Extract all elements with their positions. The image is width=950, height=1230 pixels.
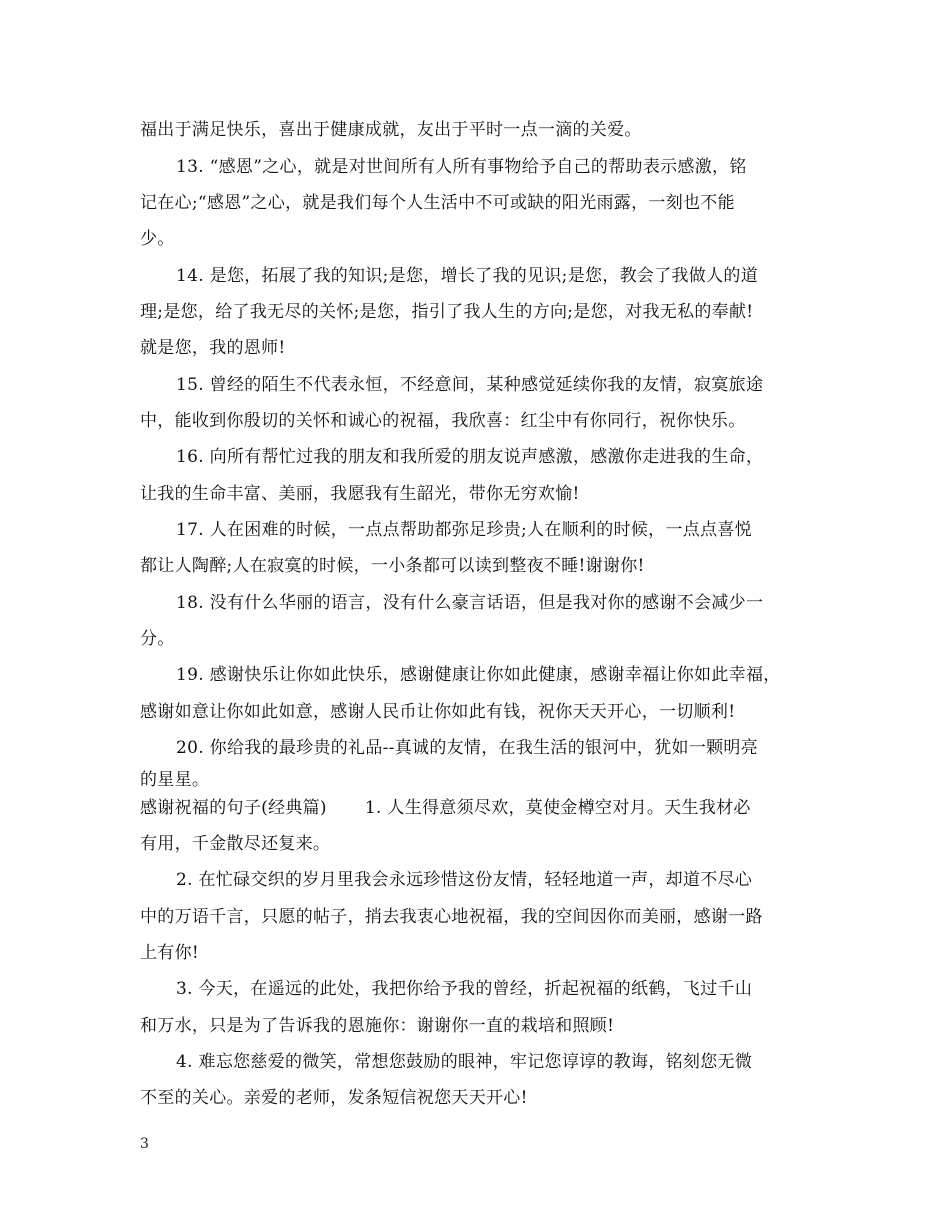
text-segment: 1. 人生得意须尽欢，莫使金樽空对月。天生我材必	[364, 798, 751, 818]
text-line: 19. 感谢快乐让你如此快乐，感谢健康让你如此健康，感谢幸福让你如此幸福，	[176, 665, 781, 685]
text-line: 18. 没有什么华丽的语言，没有什么豪言话语，但是我对你的感谢不会减少一	[176, 593, 764, 613]
text-line: 感谢如意让你如此如意，感谢人民币让你如此有钱，祝你天天开心，一切顺利!	[140, 702, 736, 722]
text-line: 中，能收到你殷切的关怀和诚心的祝福，我欣喜：红尘中有你同行，祝你快乐。	[140, 411, 746, 431]
text-line: 4. 难忘您慈爱的微笑，常想您鼓励的眼神，牢记您谆谆的教诲，铭刻您无微	[176, 1052, 753, 1072]
section-title: 感谢祝福的句子(经典篇)	[140, 798, 327, 818]
text-line: 理;是您，给了我无尽的关怀;是您，指引了我人生的方向;是您，对我无私的奉献!	[140, 302, 754, 322]
text-line: 中的万语千言，只愿的帖子，捎去我衷心地祝福，我的空间因你而美丽，感谢一路	[140, 907, 763, 927]
text-line: 就是您，我的恩师!	[140, 338, 286, 358]
text-line: 让我的生命丰富、美丽，我愿我有生韶光，带你无穷欢愉!	[140, 484, 580, 504]
text-line: 3. 今天，在遥远的此处，我把你给予我的曾经，折起祝福的纸鹤，飞过千山	[176, 979, 753, 999]
text-line: 都让人陶醉;人在寂寞的时候，一小条都可以读到整夜不睡!谢谢你!	[140, 556, 645, 576]
text-line: 20. 你给我的最珍贵的礼品--真诚的友情，在我生活的银河中，犹如一颗明亮	[176, 738, 759, 758]
section-heading-line	[140, 798, 751, 818]
text-line: 不至的关心。亲爱的老师，发条短信祝您天天开心!	[140, 1088, 528, 1108]
text-line: 的星星。	[140, 770, 210, 790]
text-line: 福出于满足快乐，喜出于健康成就，友出于平时一点一滴的关爱。	[140, 120, 642, 140]
page-number: 3	[140, 1136, 149, 1152]
text-line: 记在心;“感恩”之心，就是我们每个人生活中不可或缺的阳光雨露，一刻也不能	[140, 193, 735, 213]
text-line: 2. 在忙碌交织的岁月里我会永远珍惜这份友情，轻轻地道一声，却道不尽心	[176, 870, 753, 890]
text-line: 16. 向所有帮忙过我的朋友和我所爱的朋友说声感激，感激你走进我的生命，	[176, 447, 764, 467]
text-line: 15. 曾经的陌生不代表永恒，不经意间，某种感觉延续你我的友情，寂寞旅途	[176, 375, 764, 395]
text-line: 少。	[140, 229, 175, 249]
text-line: 和万水，只是为了告诉我的恩施你：谢谢你一直的栽培和照顾!	[140, 1016, 615, 1036]
text-line: 17. 人在困难的时候，一点点帮助都弥足珍贵;人在顺利的时候，一点点喜悦	[176, 520, 752, 540]
text-line: 分。	[140, 629, 175, 649]
text-line: 上有你!	[140, 943, 200, 963]
text-line: 13. “感恩”之心，就是对世间所有人所有事物给予自己的帮助表示感激，铭	[176, 157, 747, 177]
text-line: 14. 是您，拓展了我的知识;是您，增长了我的见识;是您，教会了我做人的道	[176, 266, 758, 286]
text-line: 有用，千金散尽还复来。	[140, 834, 331, 854]
